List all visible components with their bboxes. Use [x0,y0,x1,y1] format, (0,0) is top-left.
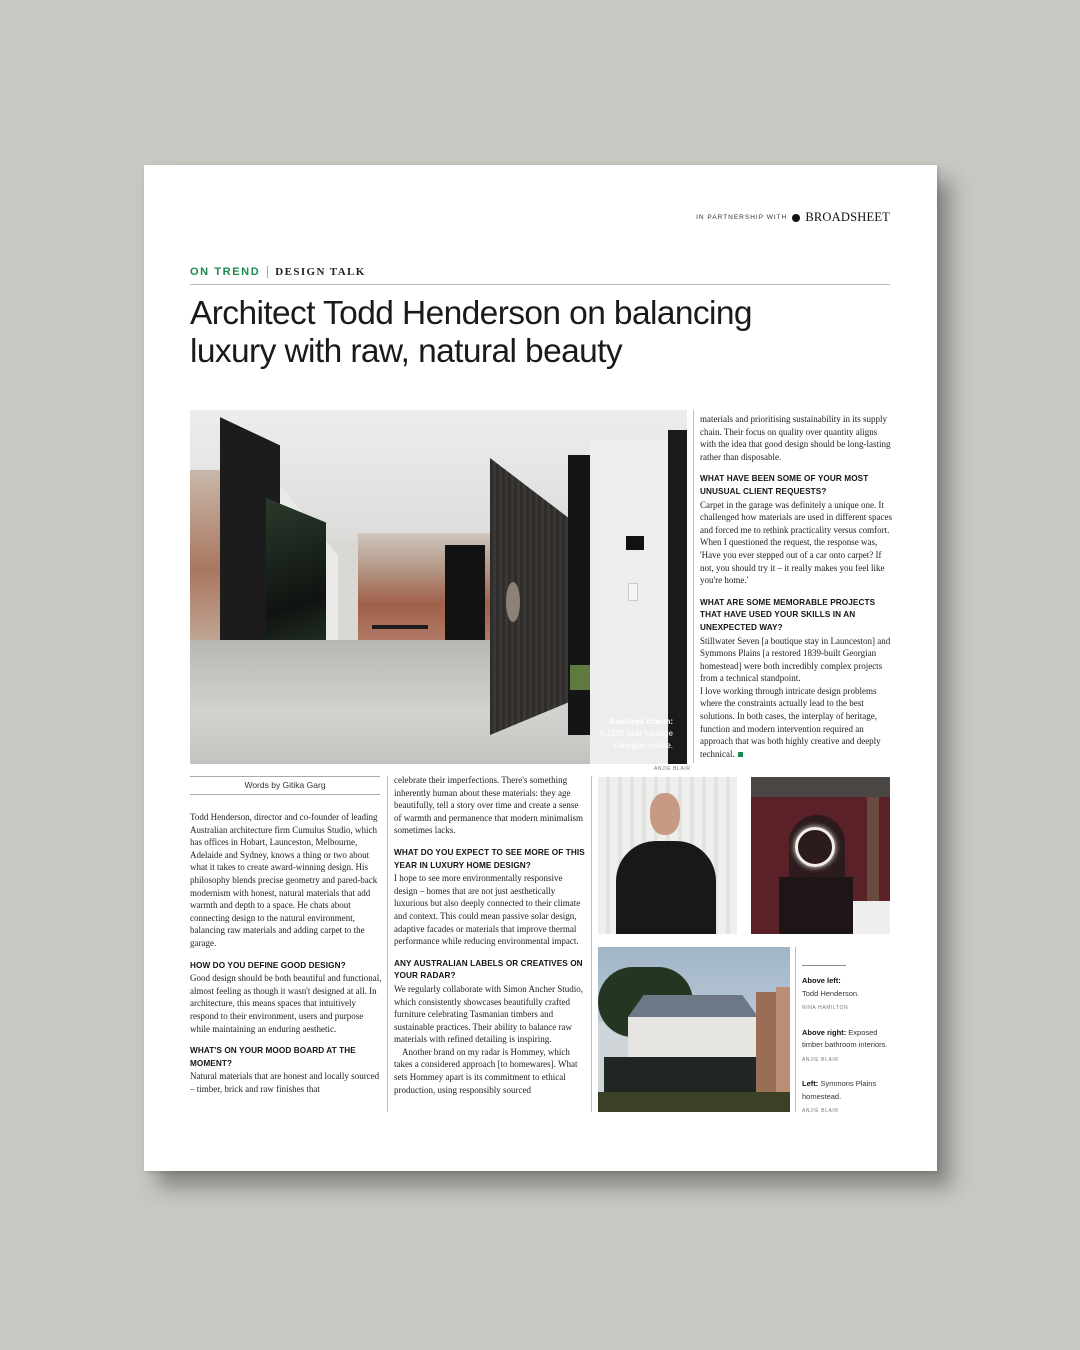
paragraph: Another brand on my radar is Hommey, which takes a considered approach [to homewares]. What sets Hommey apart is its commitment to ethical production, using responsibly sourced [394,1046,578,1095]
question-heading: HOW DO YOU DEFINE GOOD DESIGN? [190,960,346,970]
column-divider [387,776,388,1112]
photo-credit: ANJIE BLAIR [654,766,691,772]
paragraph: Good design should be both beautiful and functional, almost feeling as though it wasn't designed at all. In architecture, this means spaces that intuitively respond to their environment, users and purpose while maintaining an enduring aesthetic. [190,973,382,1034]
kicker-section: ON TREND [190,266,261,278]
hero-caption-line: Georgian estate. [613,741,673,750]
end-mark-icon [738,752,743,757]
paragraph: I hope to see more environmentally responsive design – homes that are not just aesthetically luxurious but also deeply connected to their climate and context. This could mean passive solar design, adaptive facades or materials that improve thermal performance while reducing environmental impact. [394,873,581,947]
partner-label: IN PARTNERSHIP WITH [696,214,788,221]
paragraph: Stillwater Seven [a boutique stay in Launceston] and Symmons Plains [a restored 1839-built Georgian homestead] were both incredibly complex projects from a technical standpoint. [700,635,891,684]
article-column-1 [190,811,382,1095]
caption-text: Todd Henderson. [802,988,860,998]
intro-paragraph: Todd Henderson, director and co-founder of leading Australian architecture firm Cumulus Studio, which has offices in Hobart, Launceston, Melbourne, Adelaide and Sydney, knows a thing or two about what it takes to create award-winning design. His philosophy blends precise geometry and pared-back modernism with honest, natural materials that add warmth and depth to a space. He chats about connecting design to the natural environment, balancing raw materials and adding carpet to the garage. [190,812,378,948]
headline: Architect Todd Henderson on balancing luxury with raw, natural beauty [190,295,752,370]
paragraph: celebrate their imperfections. There's something inherently human about these materials: they age beautifully, tell a story over time and create a sense of warmth and permanence that modern minimalism sometimes lacks. [394,775,583,836]
photo-todd-henderson [598,777,737,934]
section-kicker [190,266,890,285]
caption-above-left [802,975,897,1015]
caption-rule [802,965,846,966]
byline: Words by Gitika Garg [190,776,380,795]
photo-credit: NINA HAMILTON [802,1005,849,1011]
caption-label: Above right: [802,1027,847,1037]
kicker-subsection: DESIGN TALK [275,266,366,278]
column-divider [591,776,592,1112]
magazine-page [144,165,937,1171]
question-heading: WHAT'S ON YOUR MOOD BOARD AT THE MOMENT? [190,1046,356,1068]
partner-banner [696,210,890,225]
paragraph-text: I love working through intricate design problems where the constraints actually lead to the best solutions. In both cases, the interplay of heritage, function and modern intervention required an approach that was both highly creative and deeply technical. [700,685,881,759]
caption-left [802,1078,897,1118]
question-heading: ANY AUSTRALIAN LABELS OR CREATIVES ON YOUR RADAR? [394,958,583,981]
question-heading: WHAT HAVE BEEN SOME OF YOUR MOST UNUSUAL CLIENT REQUESTS? [700,474,869,496]
paragraph: materials and prioritising sustainability in its supply chain. Their focus on quality over quantity aligns with the idea that good design should be long-lasting rather than disposable. [700,414,891,462]
wall-sconce [626,536,644,550]
caption-text: Exposed timber bathroom interiors. [802,1027,888,1049]
column-divider [795,947,796,1112]
hero-caption [600,716,673,752]
paragraph: We regularly collaborate with Simon Ancher Studio, which consistently showcases beautifully crafted furniture celebrating Tasmanian timbers and sustainable practices. Their ability to balance raw materials with refined detailing is inspiring. [394,983,583,1045]
hero-caption-title: Restored charm: [609,717,673,726]
mirror-light [795,827,835,867]
caption-label: Left: [802,1079,819,1088]
photo-symmons-plains [598,947,790,1112]
article-column-3 [700,413,892,760]
caption-label: Above left: [802,976,841,985]
article-column-2 [394,774,586,1096]
bench [372,625,428,629]
caption-text: Symmons Plains homestead. [802,1079,877,1101]
photo-bathroom [751,777,890,934]
photo-credit: ANJIE BLAIR [802,1108,839,1114]
partner-brand: BROADSHEET [805,210,890,224]
question-heading: WHAT ARE SOME MEMORABLE PROJECTS THAT HAVE USED YOUR SKILLS IN AN UNEXPECTED WAY? [700,597,876,632]
broadsheet-logo-icon [792,214,800,222]
question-heading: WHAT DO YOU EXPECT TO SEE MORE OF THIS YEAR IN LUXURY HOME DESIGN? [394,847,585,870]
photo-credit: ANJIE BLAIR [802,1056,839,1063]
paragraph [700,685,892,761]
paragraph: Natural materials that are honest and locally sourced – timber, brick and raw finishes that [190,1071,380,1094]
photo-captions [802,965,897,1130]
hero-caption-line: A 1839-built heritage [599,729,673,738]
column-divider [693,410,694,763]
paragraph: Carpet in the garage was definitely a unique one. It challenged how materials are used in different spaces and forced me to rethink practicality versus comfort. When I questioned the request, the response was, 'Have you ever stepped out of a car onto carpet? If not, you should try it – it really makes you feel like you're home.' [700,499,893,586]
kicker-divider [267,266,268,278]
hero-photo-hallway [190,410,687,764]
caption-above-right [802,1027,897,1067]
